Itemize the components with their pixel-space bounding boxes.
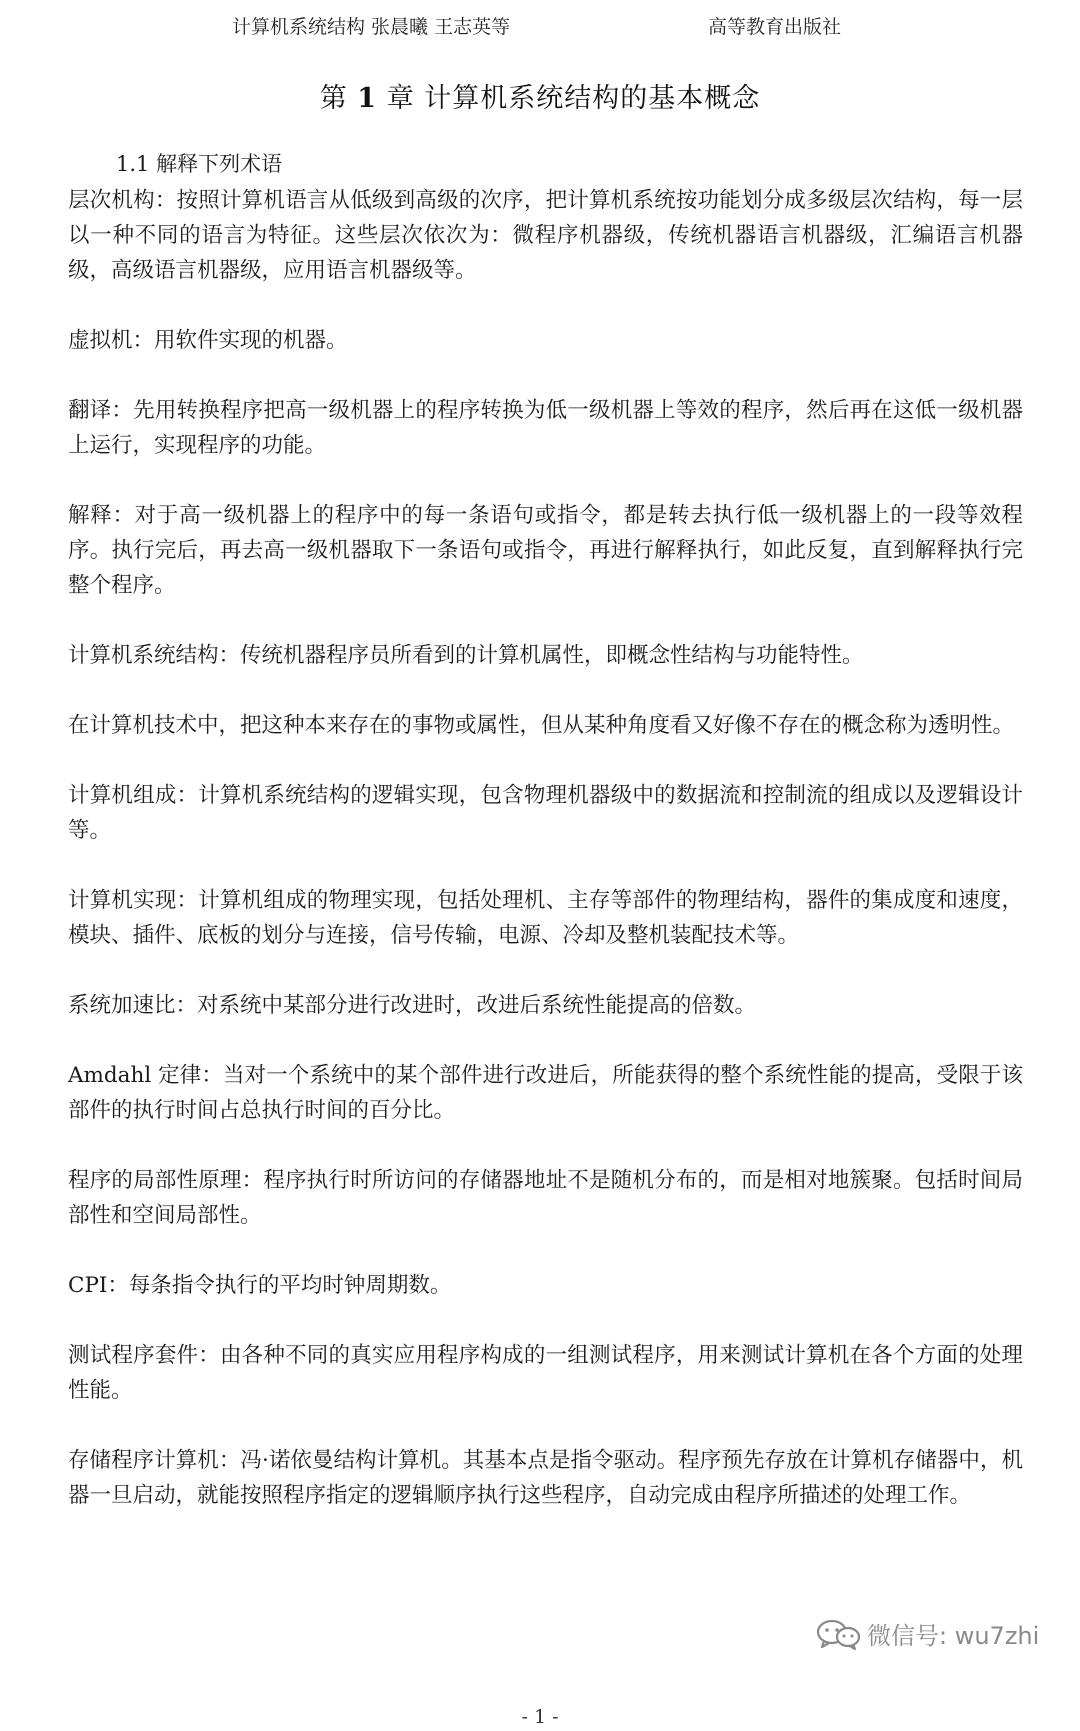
header-publisher: 高等教育出版社 [708, 16, 842, 38]
definitions-body [68, 183, 1023, 1548]
paragraph-stored-program: 存储程序计算机：冯·诺依曼结构计算机。其基本点是指令驱动。程序预先存放在计算机存储器中，机器一旦启动，就能按照程序指定的逻辑顺序执行这些程序，自动完成由程序所描述的处理工作。 [68, 1448, 1023, 1508]
paragraph-organization: 计算机组成：计算机系统结构的逻辑实现，包含物理机器级中的数据流和控制流的组成以及逻辑设计等。 [68, 783, 1023, 843]
header-book-info: 计算机系统结构 张晨曦 王志英等 [232, 16, 511, 38]
paragraph-translation: 翻译：先用转换程序把高一级机器上的程序转换为低一级机器上等效的程序，然后再在这低一级机器上运行，实现程序的功能。 [68, 398, 1023, 458]
watermark-text: 微信号: wu7zhi [867, 1622, 1040, 1650]
paragraph-implementation: 计算机实现：计算机组成的物理实现，包括处理机、主存等部件的物理结构，器件的集成度和速度，模块、插件、底板的划分与连接，信号传输，电源、冷却及整机装配技术等。 [68, 888, 1023, 948]
paragraph-cpi: CPI：每条指令执行的平均时钟周期数。 [68, 1273, 452, 1298]
chapter-title-text: 章 计算机系统结构的基本概念 [386, 83, 761, 114]
chapter-title [0, 76, 1080, 115]
paragraph-interpretation: 解释：对于高一级机器上的程序中的每一条语句或指令，都是转去执行低一级机器上的一段等效程序。执行完后，再去高一级机器取下一条语句或指令，再进行解释执行，如此反复，直到解释执行完整个程序。 [68, 503, 1023, 598]
paragraph-locality: 程序的局部性原理：程序执行时所访问的存储器地址不是随机分布的，而是相对地簇聚。包括时间局部性和空间局部性。 [68, 1168, 1023, 1228]
paragraph-architecture: 计算机系统结构：传统机器程序员所看到的计算机属性，即概念性结构与功能特性。 [68, 643, 864, 668]
paragraph-transparency: 在计算机技术中，把这种本来存在的事物或属性，但从某种角度看又好像不存在的概念称为透明性。 [68, 713, 1015, 738]
section-heading: 1.1 解释下列术语 [116, 152, 283, 176]
paragraph-speedup: 系统加速比：对系统中某部分进行改进时，改进后系统性能提高的倍数。 [68, 993, 757, 1018]
chapter-title-prefix: 第 [319, 83, 348, 114]
page-number: - 1 - [521, 1706, 559, 1728]
paragraph-virtual-machine: 虚拟机：用软件实现的机器。 [68, 328, 348, 353]
wechat-watermark [815, 1616, 1039, 1651]
page-header [0, 10, 1080, 40]
chapter-number: 1 [357, 83, 378, 114]
wechat-icon [815, 1618, 861, 1650]
paragraph-amdahl: Amdahl 定律：当对一个系统中的某个部件进行改进后，所能获得的整个系统性能的提高，受限于该部件的执行时间占总执行时间的百分比。 [68, 1063, 1023, 1123]
paragraph-hierarchy: 层次机构：按照计算机语言从低级到高级的次序，把计算机系统按功能划分成多级层次结构，每一层以一种不同的语言为特征。这些层次依次为：微程序机器级，传统机器语言机器级，汇编语言机器级，高级语言机器级，应用语言机器级等。 [68, 188, 1023, 283]
paragraph-benchmark: 测试程序套件：由各种不同的真实应用程序构成的一组测试程序，用来测试计算机在各个方面的处理性能。 [68, 1343, 1023, 1403]
